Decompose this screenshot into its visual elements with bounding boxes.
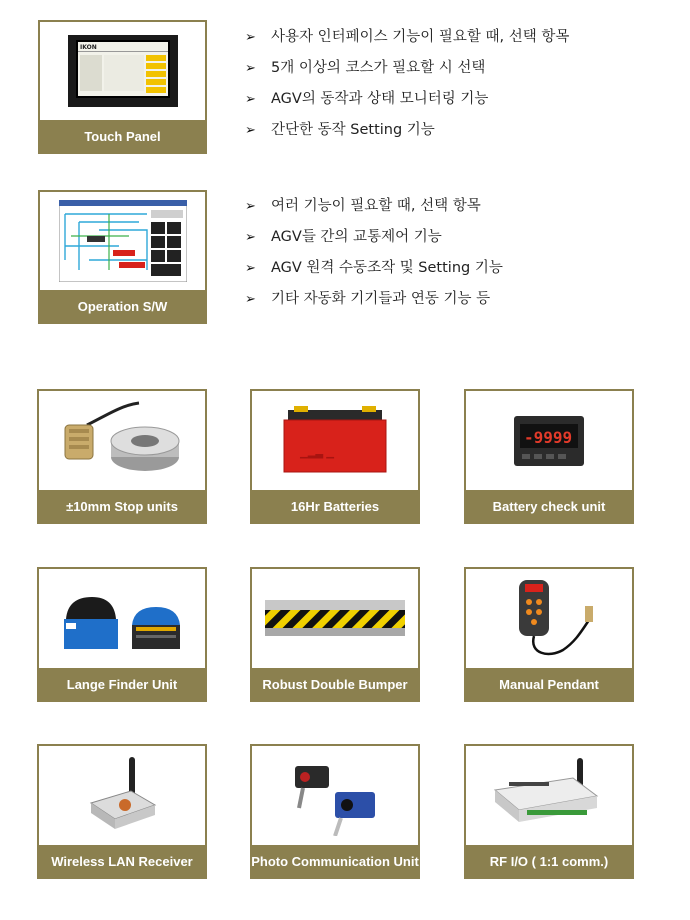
wireless-lan-caption: Wireless LAN Receiver: [39, 845, 205, 877]
batteries-caption: 16Hr Batteries: [252, 490, 418, 522]
operation-sw-card: [38, 190, 207, 324]
battery-check-caption: Battery check unit: [466, 490, 632, 522]
panel-brand: IKON: [79, 44, 97, 51]
bumper-image: [252, 569, 418, 668]
battery-check-readout: -9999: [524, 427, 573, 447]
battery-check-image: [466, 391, 632, 490]
feature-item: ➢ 사용자 인터페이스 기능이 필요할 때, 선택 항목: [245, 22, 569, 53]
feature-item: ➢ 여러 기능이 필요할 때, 선택 항목: [245, 191, 503, 222]
arrow-bullet-icon: ➢: [245, 30, 256, 45]
touch-panel-image: [40, 22, 205, 120]
product-card-stop-units: [37, 389, 207, 524]
feature-item: ➢ AGV들 간의 교통제어 기능: [245, 222, 503, 253]
product-card-bumper: [250, 567, 420, 702]
arrow-bullet-icon: ➢: [245, 230, 256, 245]
product-card-battery-check: [464, 389, 634, 524]
stop-units-image: [39, 391, 205, 490]
operation-sw-image: [40, 192, 205, 290]
batteries-image: [252, 391, 418, 490]
touch-panel-card: [38, 20, 207, 154]
operation-sw-feature-list: [245, 191, 503, 315]
arrow-bullet-icon: ➢: [245, 61, 256, 76]
product-card-pendant: [464, 567, 634, 702]
feature-item: ➢ 5개 이상의 코스가 필요할 시 선택: [245, 53, 569, 84]
arrow-bullet-icon: ➢: [245, 123, 256, 138]
range-finder-image: [39, 569, 205, 668]
touch-panel-caption: Touch Panel: [40, 120, 205, 152]
arrow-bullet-icon: ➢: [245, 92, 256, 107]
product-card-range-finder: [37, 567, 207, 702]
arrow-bullet-icon: ➢: [245, 292, 256, 307]
wireless-lan-image: [39, 746, 205, 845]
feature-item: ➢ 기타 자동화 기기들과 연동 기능 등: [245, 284, 503, 315]
product-card-rf-io: [464, 744, 634, 879]
rf-io-caption: RF I/O ( 1:1 comm.): [466, 845, 632, 877]
feature-item: ➢ 간단한 동작 Setting 기능: [245, 115, 569, 146]
product-card-photo-comm: [250, 744, 420, 879]
product-card-batteries: [250, 389, 420, 524]
operation-sw-caption: Operation S/W: [40, 290, 205, 322]
bumper-caption: Robust Double Bumper: [252, 668, 418, 700]
feature-item: ➢ AGV 원격 수동조작 및 Setting 기능: [245, 253, 503, 284]
pendant-caption: Manual Pendant: [466, 668, 632, 700]
feature-item: ➢ AGV의 동작과 상태 모니터링 기능: [245, 84, 569, 115]
rf-io-image: [466, 746, 632, 845]
stop-units-caption: ±10mm Stop units: [39, 490, 205, 522]
range-finder-caption: Lange Finder Unit: [39, 668, 205, 700]
svg-text:▁▂▃ ▁: ▁▂▃ ▁: [300, 447, 334, 459]
photo-comm-caption: Photo Communication Unit: [252, 845, 418, 877]
touch-panel-feature-list: [245, 22, 569, 146]
pendant-image: [466, 569, 632, 668]
product-card-wireless-lan: [37, 744, 207, 879]
photo-comm-image: [252, 746, 418, 845]
arrow-bullet-icon: ➢: [245, 199, 256, 214]
arrow-bullet-icon: ➢: [245, 261, 256, 276]
